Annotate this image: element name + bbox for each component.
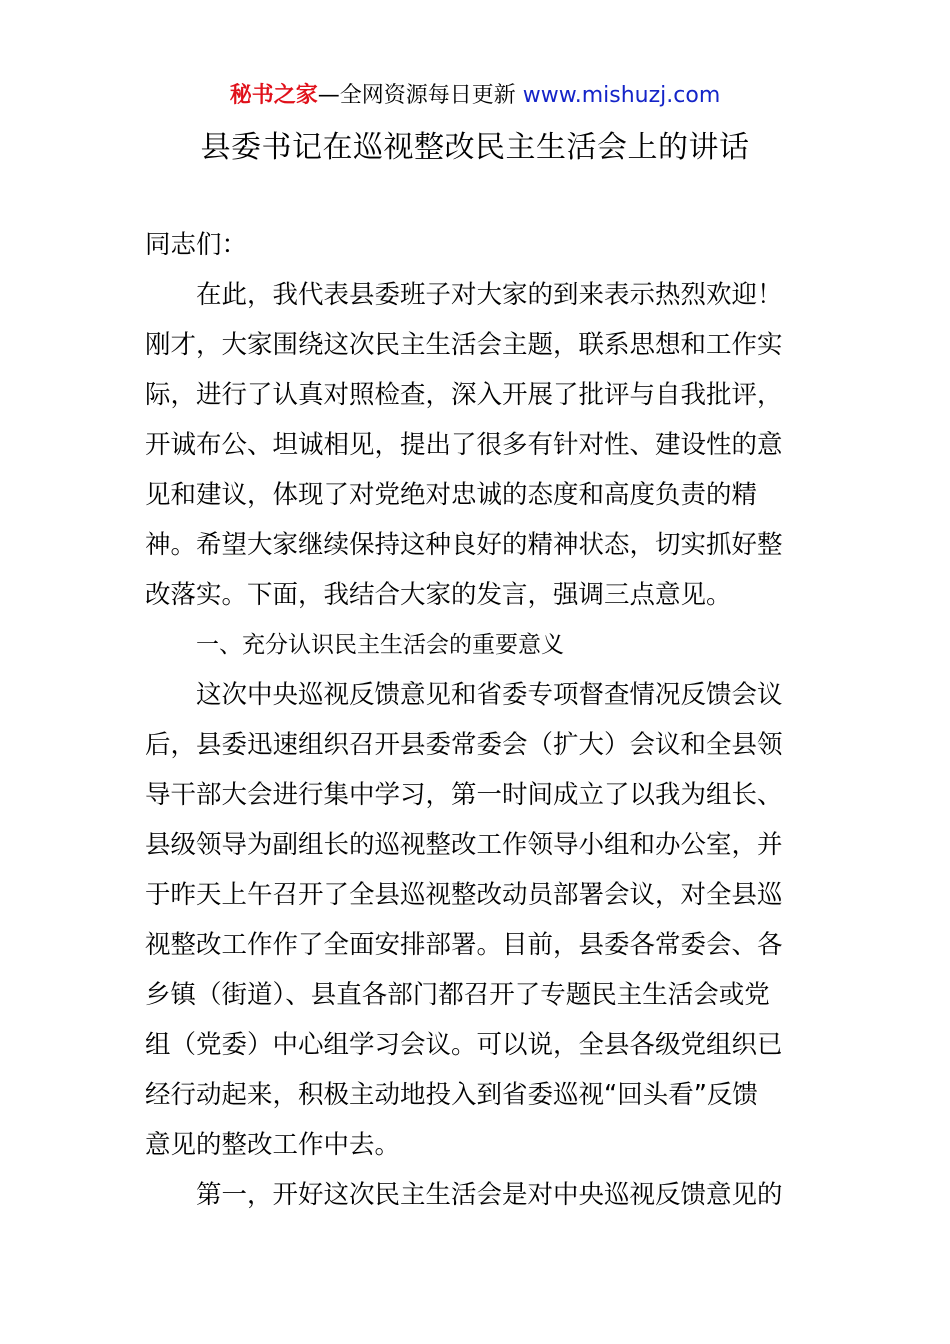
body-line: 视整改工作作了全面安排部署。目前，县委各常委会、各 — [145, 930, 783, 960]
body-line: 县级领导为副组长的巡视整改工作领导小组和办公室，并 — [145, 830, 783, 860]
body-line: 在此，我代表县委班子对大家的到来表示热烈欢迎！ — [196, 280, 783, 310]
document-title: 县委书记在巡视整改民主生活会上的讲话 — [200, 130, 750, 165]
body-line: 同志们： — [145, 230, 248, 260]
document-body — [145, 220, 807, 1220]
body-line: 第一，开好这次民主生活会是对中央巡视反馈意见的 — [196, 1180, 783, 1210]
site-tagline: —全网资源每日更新 — [317, 83, 523, 108]
body-line: 这次中央巡视反馈意见和省委专项督查情况反馈会议 — [196, 680, 783, 710]
body-line: 际，进行了认真对照检查，深入开展了批评与自我批评， — [145, 380, 783, 410]
body-line: 开诚布公、坦诚相见，提出了很多有针对性、建设性的意 — [145, 430, 783, 460]
site-header — [0, 80, 950, 112]
body-line: 组（党委）中心组学习会议。可以说，全县各级党组织已 — [145, 1030, 783, 1060]
body-line: 经行动起来，积极主动地投入到省委巡视“回头看”反馈 — [145, 1080, 758, 1110]
section-heading: 一、充分认识民主生活会的重要意义 — [196, 632, 564, 658]
site-url-link[interactable]: www.mishuzj.com — [522, 83, 721, 108]
body-line: 改落实。下面，我结合大家的发言，强调三点意见。 — [145, 580, 732, 610]
body-line: 导干部大会进行集中学习，第一时间成立了以我为组长、 — [145, 780, 783, 810]
body-line: 意见的整改工作中去。 — [145, 1130, 401, 1160]
site-name: 秘书之家 — [229, 83, 318, 108]
body-line: 于昨天上午召开了全县巡视整改动员部署会议，对全县巡 — [145, 880, 783, 910]
body-line: 刚才，大家围绕这次民主生活会主题，联系思想和工作实 — [145, 330, 783, 360]
body-line: 后，县委迅速组织召开县委常委会（扩大）会议和全县领 — [145, 730, 783, 760]
body-line: 乡镇（街道）、县直各部门都召开了专题民主生活会或党 — [145, 980, 770, 1010]
body-line: 神。希望大家继续保持这种良好的精神状态，切实抓好整 — [145, 530, 783, 560]
body-line: 见和建议，体现了对党绝对忠诚的态度和高度负责的精 — [145, 480, 758, 510]
